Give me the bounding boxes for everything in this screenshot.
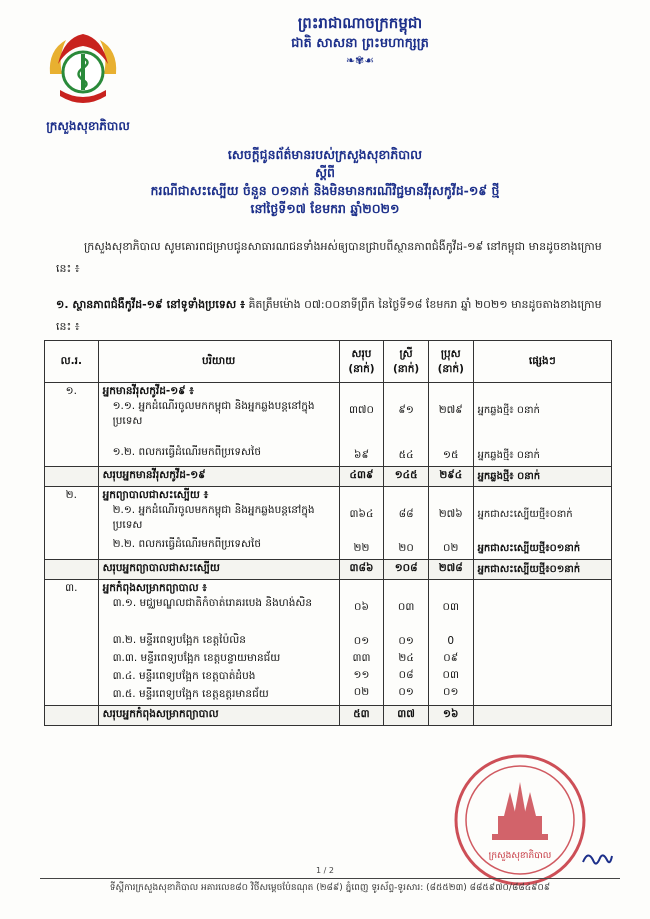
ministry-logo-icon <box>44 30 122 110</box>
national-motto: ជាតិ សាសនា ព្រះមហាក្សត្រ <box>291 36 429 51</box>
sum-female: ៣៧ <box>384 706 429 726</box>
title-line-2: ស្តីពី <box>315 165 335 180</box>
sum-desc: សរុបអ្នកកំពុងសម្រាកព្យាបាល <box>98 706 339 726</box>
footer-divider <box>40 878 620 879</box>
sum-male: ១៦ <box>428 706 473 726</box>
header-desc: បរិយាយ <box>98 341 339 383</box>
group-cell <box>98 487 339 560</box>
group-cell <box>98 580 339 706</box>
row-desc: ៣.២. មន្ទីរពេទ្យបង្អែក ខេត្តប៉ៃលិន <box>112 634 246 646</box>
header-male: ប្រុស (នាក់) <box>428 341 473 383</box>
row-number: ៣. <box>45 580 99 706</box>
table-row <box>45 383 612 467</box>
female-cell: ០៣ ០១ ២៤ ០៨ ០១ <box>384 580 429 706</box>
section-1-text: គិតត្រឹមម៉ោង ០៧:០០នាទីព្រឹក នៃថ្ងៃទី១៨ ខែមករា ឆ្នាំ ២០២១ មានដូចតាងខាងក្រោមនេះ ៖ <box>56 298 602 333</box>
section-1 <box>56 294 616 338</box>
header-other: ផ្សេងៗ <box>473 341 611 383</box>
ornament-icon: ❧✾☙ <box>345 54 375 67</box>
intro-paragraph: ក្រសួងសុខាភិបាល សូមគោរពជម្រាបជូនសាធារណជនទាំងអស់ឲ្យបានជ្រាបពីស្ថានភាពជំងឺកូវីដ-១៩ នៅកម្ពុជា មានដូចខាងក្រោមនេះ ៖ <box>56 240 602 275</box>
table-row <box>45 706 612 726</box>
table-row <box>45 580 612 706</box>
group-title: អ្នកកំពុងសម្រាកព្យាបាល ៖ <box>102 582 207 594</box>
ministry-name: ក្រសួងសុខាភិបាល <box>46 119 130 133</box>
row-desc: ១.២. ពលករធ្វើដំណើរមកពីប្រទេសថៃ <box>112 446 262 458</box>
female-cell: ៩១ ៥៤ <box>384 383 429 467</box>
header-female: ស្រី (នាក់) <box>384 341 429 383</box>
kingdom-title: ព្រះរាជាណាចក្រកម្ពុជា <box>297 14 423 32</box>
other-cell: អ្នកជាសះស្បើយថ្មី៖០នាក់ អ្នកជាសះស្បើយថ្មី៖០១នាក់ <box>473 487 611 560</box>
sum-total: ៣៨៦ <box>339 560 384 580</box>
sum-other: អ្នកជាសះស្បើយថ្មី៖០១នាក់ <box>473 560 611 580</box>
status-table <box>44 340 612 726</box>
sum-total: ៤៣៩ <box>339 467 384 487</box>
table-row <box>45 487 612 560</box>
header-total: សរុប (នាក់) <box>339 341 384 383</box>
page-number: 1 / 2 <box>316 866 334 875</box>
sum-male: ២៩៤ <box>428 467 473 487</box>
kingdom-header <box>240 12 480 68</box>
total-cell: ០៦ ០១ ៣៣ ១១ ០២ <box>339 580 384 706</box>
row-desc: ១.១. អ្នកដំណើរចូលមកកម្ពុជា និងអ្នកឆ្លងបន្តនៅក្នុងប្រទេស <box>112 400 315 427</box>
sum-desc: សរុបអ្នកមានវីរុសកូវីដ-១៩ <box>98 467 339 487</box>
total-cell: ៣៧០ ៦៩ <box>339 383 384 467</box>
section-1-heading: ១. ស្ថានភាពជំងឺកូវីដ-១៩ នៅទូទាំងប្រទេស ៖ <box>56 298 245 311</box>
row-number: ២. <box>45 487 99 560</box>
group-title: អ្នកព្យាបាលជាសះស្បើយ ៖ <box>102 489 209 501</box>
group-title: អ្នកមានវីរុសកូវីដ-១៩ ៖ <box>102 385 194 397</box>
document-titles <box>40 146 610 218</box>
male-cell: ២៧៩ ១៥ <box>428 383 473 467</box>
male-cell: ០៣ 0 ០៩ ០៣ ០១ <box>428 580 473 706</box>
footer-address: ទីស្តីការក្រសួងសុខាភិបាល អគារលេខ៨០ វិថីសម្តេចប៉ែនណុត (២៨៩) ភ្នំពេញ ទូរស័ព្ទ-ទូរសារ: (៨៥៥២៣) ៨៨៥៩៧០/៨៨៤៩០៩ <box>109 883 551 893</box>
header-no: ល.រ. <box>45 341 99 383</box>
row-number: ១. <box>45 383 99 467</box>
svg-text:ក្រសួងសុខាភិបាល: ក្រសួងសុខាភិបាល <box>488 851 552 861</box>
group-cell <box>98 383 339 467</box>
title-line-1: សេចក្តីជូនព័ត៌មានរបស់ក្រសួងសុខាភិបាល <box>227 147 423 162</box>
row-desc: ៣.៤. មន្ទីរពេទ្យបង្អែក ខេត្តបាត់ដំបង <box>112 670 256 682</box>
row-desc: ៣.៣. មន្ទីរពេទ្យបង្អែក ខេត្តបន្ទាយមានជ័យ <box>112 652 281 664</box>
sum-female: ១៤៥ <box>384 467 429 487</box>
row-desc: ២.២. ពលករធ្វើដំណើរមកពីប្រទេសថៃ <box>112 538 262 550</box>
row-desc: ២.១. អ្នកដំណើរចូលមកកម្ពុជា និងអ្នកឆ្លងបន្តនៅក្នុងប្រទេស <box>112 504 315 531</box>
female-cell: ៨៨ ២០ <box>384 487 429 560</box>
sum-male: ២៧៨ <box>428 560 473 580</box>
total-cell: ៣៦៤ ២២ <box>339 487 384 560</box>
title-line-3: ករណីជាសះស្បើយ ចំនួន ០១នាក់ និងមិនមានករណីវិជ្ជមានវីរុសកូវីដ-១៩ ថ្មី <box>150 183 500 198</box>
row-desc: ៣.១. មជ្ឈមណ្ឌលជាតិកំចាត់រោគរបេង និងហង់សិន <box>112 597 313 609</box>
table-row <box>45 467 612 487</box>
table-row <box>45 560 612 580</box>
row-desc: ៣.៥. មន្ទីរពេទ្យបង្អែក ខេត្តឧត្តរមានជ័យ <box>112 688 269 700</box>
title-line-4: នៅថ្ងៃទី១៧ ខែមករា ឆ្នាំ២០២១ <box>250 201 400 216</box>
male-cell: ២៧៦ ០២ <box>428 487 473 560</box>
other-cell <box>473 580 611 706</box>
sum-desc: សរុបអ្នកព្យាបាលជាសះស្បើយ <box>98 560 339 580</box>
table-header-row <box>45 341 612 383</box>
sum-total: ៥៣ <box>339 706 384 726</box>
other-cell: អ្នកឆ្លងថ្មី៖ ០នាក់ អ្នកឆ្លងថ្មី៖ ០នាក់ <box>473 383 611 467</box>
sum-female: ១០៨ <box>384 560 429 580</box>
sum-other: អ្នកឆ្លងថ្មី៖ ០នាក់ <box>473 467 611 487</box>
